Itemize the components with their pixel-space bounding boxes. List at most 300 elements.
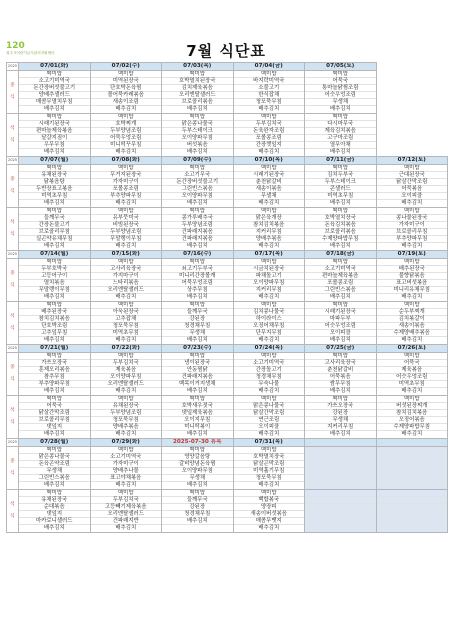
dinner-menu-cell: [19, 396, 91, 439]
dinner-menu-cell: [233, 490, 305, 533]
dish-item: 유채된장국: [19, 172, 90, 179]
dish-item: 무말랭이무침: [91, 236, 162, 243]
dinner-menu-cell: [19, 208, 91, 251]
dish-item: 백미밥: [305, 71, 376, 78]
dish-item: 순대볶음: [19, 504, 90, 511]
dish-item: 춘천닭갈비: [305, 367, 376, 374]
dish-item: 어묵국: [305, 78, 376, 85]
lunch-row: [7, 165, 448, 208]
dish-item: 백미밥: [305, 396, 376, 403]
dish-item: 백미밥: [19, 165, 90, 172]
lunch-label: 중 식: [7, 71, 19, 114]
dish-item: 배추김치: [115, 200, 137, 206]
dish-item: 호박열치장국: [305, 215, 376, 222]
dish-item: 두부스테이크: [305, 179, 376, 186]
dish-item: 매콤무멸치무침: [19, 99, 90, 106]
dish-item: 브로콜리무침: [19, 417, 90, 424]
dish-item: 브로콜리무침: [19, 229, 90, 236]
dish-item: 김치콩나물국: [234, 309, 305, 316]
dish-item: 백미밥: [91, 259, 162, 266]
day-date: 07/05(토): [305, 63, 377, 71]
dish-item: 백미밥: [91, 71, 162, 78]
dish-item: 배추김치: [258, 243, 280, 249]
dish-item: 배추김치: [43, 149, 65, 155]
lunch-menu-cell: [90, 259, 162, 302]
dish-item: 상추무침: [162, 287, 233, 294]
dinner-label: 석 식: [7, 302, 19, 345]
dish-item: 미역초무침: [91, 330, 162, 337]
dinner-label: 석 식: [7, 490, 19, 533]
dish-item: 어슷우엉조림: [305, 323, 376, 330]
dish-item: 포볼콩조림: [234, 135, 305, 142]
year-label: 2025: [7, 439, 19, 447]
lunch-menu-cell: [90, 71, 162, 114]
dinner-menu-cell: [376, 490, 448, 533]
dish-item: 콘샐러드: [305, 186, 376, 193]
dish-item: 볼어묵카레볶음: [91, 92, 162, 99]
dish-item: 백미밥: [19, 71, 90, 78]
dish-item: 배추김치: [186, 431, 208, 437]
week-date-row: [7, 157, 448, 165]
dish-item: 양배추나물: [91, 468, 162, 475]
dish-item: 배추김치: [186, 337, 208, 343]
dish-item: 순두부찌개: [377, 309, 448, 316]
dish-item: 아욱된장국: [91, 309, 162, 316]
dish-item: 안동찜닭: [162, 367, 233, 374]
dish-item: 백미밥: [19, 490, 90, 497]
dish-item: 건파래지반: [91, 518, 162, 525]
dish-item: 시래기된장국: [19, 121, 90, 128]
dish-item: 마파두부: [305, 316, 376, 323]
day-date: 07/08(화): [90, 157, 162, 165]
dish-item: 백미밥: [91, 208, 162, 215]
dinner-menu-cell: [19, 302, 91, 345]
lunch-menu-cell: [90, 165, 162, 208]
dish-item: 제육김치볶음: [305, 128, 376, 135]
dish-item: 청포묵무침: [234, 99, 305, 106]
dish-item: 닭볶음탕: [19, 179, 90, 186]
dish-item: 닭살간막조림: [377, 179, 448, 186]
dish-item: 고추잡채: [91, 316, 162, 323]
menu-table-body: [7, 63, 448, 533]
page-title: 7월 식단표: [186, 42, 266, 60]
dish-item: 백미밥: [234, 71, 305, 78]
dish-item: 백미밥: [19, 396, 90, 403]
lunch-menu-cell: [19, 71, 91, 114]
dish-item: 백합볶국: [234, 497, 305, 504]
dish-item: 배추김치: [401, 243, 423, 249]
dish-item: 들깨무국: [162, 497, 233, 504]
dish-item: 오이양파무침: [162, 135, 233, 142]
dish-item: 편마늘제육볶음: [305, 273, 376, 280]
dish-item: 강된장: [305, 410, 376, 417]
dish-item: 오리엔탈샐러드: [162, 92, 233, 99]
dish-item: 새송이조림: [91, 99, 162, 106]
dish-item: 수제양배추볶음: [377, 330, 448, 337]
lunch-menu-cell: [305, 259, 377, 302]
lunch-menu-cell: [19, 165, 91, 208]
lunch-menu-cell: [233, 165, 305, 208]
dish-item: 지커리무침: [234, 229, 305, 236]
dish-item: 무생채: [305, 99, 376, 106]
lunch-menu-cell: [305, 165, 377, 208]
dish-item: 연근조림: [234, 417, 305, 424]
dish-item: 배추김치: [115, 525, 137, 531]
dish-item: 어묵국: [19, 403, 90, 410]
dish-item: 미역초무침: [305, 193, 376, 200]
dish-item: 시래기된장국: [305, 309, 376, 316]
dish-item: 김치두부국: [305, 172, 376, 179]
dinner-row: [7, 114, 448, 157]
dish-item: 백미밥: [19, 259, 90, 266]
dish-item: 오징어볶음: [377, 417, 448, 424]
dinner-row: [7, 490, 448, 533]
dish-item: [377, 511, 448, 518]
dinner-menu-cell: [376, 396, 448, 439]
dish-item: 배추김치: [329, 200, 351, 206]
week-date-row: [7, 439, 448, 447]
dish-item: 백미밥: [234, 259, 305, 266]
dish-item: [305, 468, 376, 475]
dinner-menu-cell: [162, 490, 234, 533]
day-date: 07/12(토): [376, 157, 448, 165]
dish-item: 어묵볶음: [305, 374, 376, 381]
dish-item: 댓잎제육볶음: [162, 410, 233, 417]
dish-item: 맑은콩나물국: [162, 121, 233, 128]
dish-item: 백미밥: [234, 396, 305, 403]
lunch-menu-cell: [376, 447, 448, 490]
dish-item: 백미밥: [234, 165, 305, 172]
dish-item: 참치김치볶음: [377, 410, 448, 417]
dish-item: 간장깻잎지: [234, 142, 305, 149]
dish-item: 가자미구이: [91, 461, 162, 468]
day-date: 07/07(월): [19, 157, 91, 165]
lunch-menu-cell: [233, 447, 305, 490]
dish-item: 오이피클: [305, 330, 376, 337]
dish-item: 포볼콩조림: [91, 186, 162, 193]
dish-item: 훈제오리볶음: [19, 367, 90, 374]
dish-item: 백미밥: [234, 447, 305, 454]
dish-item: 고등빼기제육볶음: [91, 504, 162, 511]
year-label: 2025: [7, 251, 19, 259]
dish-item: 불향닭볶음: [377, 273, 448, 280]
dish-item: 배추김치: [401, 431, 423, 437]
dish-item: 배추김치: [115, 243, 137, 249]
dish-item: 호박새우젓국: [162, 403, 233, 410]
dish-item: 춘천닭갈비: [234, 179, 305, 186]
day-date: 07/19(토): [376, 251, 448, 259]
year-label: 2025: [7, 157, 19, 165]
dish-item: 김치볶갈이: [377, 316, 448, 323]
day-date: [305, 439, 377, 447]
dish-item: 단호박조림: [19, 323, 90, 330]
dish-item: 배추된장국: [19, 309, 90, 316]
dish-item: 오이피클: [234, 424, 305, 431]
dish-item: 배추김치: [186, 149, 208, 155]
dish-item: 백미밥: [234, 208, 305, 215]
lunch-menu-cell: [233, 259, 305, 302]
dish-item: 돈간장버섯불고기: [19, 85, 90, 92]
dish-item: 백미밥: [162, 114, 233, 121]
dish-item: [377, 461, 448, 468]
dish-item: 들깨무국: [162, 309, 233, 316]
dish-item: 배추김치: [43, 525, 65, 531]
lunch-menu-cell: [162, 447, 234, 490]
day-date: 07/25(금): [305, 345, 377, 353]
dinner-menu-cell: [90, 208, 162, 251]
dish-item: 유채된장국: [91, 403, 162, 410]
dinner-menu-cell: [376, 208, 448, 251]
dish-item: 멸치볶음: [19, 280, 90, 287]
dish-item: [305, 475, 376, 482]
dish-item: 어슷우엉조림: [305, 92, 376, 99]
dish-item: 비빔된장국: [91, 222, 162, 229]
day-date: 07/03(목): [162, 63, 234, 71]
dinner-menu-cell: [90, 396, 162, 439]
dish-item: 어묵우엉조림: [162, 280, 233, 287]
dinner-menu-cell: [162, 208, 234, 251]
day-date: 07/09(수): [162, 157, 234, 165]
day-date: [376, 439, 448, 447]
dish-item: 배추김치: [115, 149, 137, 155]
dish-item: 백미밥: [305, 302, 376, 309]
dish-item: 배추김치: [186, 294, 208, 300]
dish-item: 배추김치: [43, 337, 65, 343]
dish-item: 어슷우엉조림: [377, 374, 448, 381]
dinner-row: [7, 302, 448, 345]
dish-item: 유부뭇미국: [91, 215, 162, 222]
dish-item: 건파래지볶음: [162, 236, 233, 243]
dish-item: 백미밥: [162, 396, 233, 403]
dish-item: 백미밥: [234, 353, 305, 360]
dish-item: 백미밥: [305, 259, 376, 266]
dish-item: 그린빈스볶음: [162, 186, 233, 193]
dish-item: [305, 482, 376, 489]
lunch-menu-cell: [376, 353, 448, 396]
dinner-menu-cell: [305, 396, 377, 439]
dish-item: 양배추샐러드: [19, 92, 90, 99]
dinner-row: [7, 208, 448, 251]
dish-item: 양장피: [234, 504, 305, 511]
dish-item: 배추김치: [329, 431, 351, 437]
dish-item: 오이지무침: [162, 417, 233, 424]
dish-item: [377, 482, 448, 489]
dish-item: 돈육곤약조림: [19, 461, 90, 468]
dinner-menu-cell: [162, 302, 234, 345]
dish-item: 오이피클: [377, 193, 448, 200]
day-date: 07/17(목): [233, 251, 305, 259]
dish-item: [305, 504, 376, 511]
dish-item: 고추잎무침: [19, 330, 90, 337]
dish-item: 배추김치: [186, 200, 208, 206]
dish-item: 배추김치: [258, 337, 280, 343]
dinner-menu-cell: [376, 302, 448, 345]
dish-item: 콩가루배추국: [162, 215, 233, 222]
dinner-menu-cell: [305, 114, 377, 157]
dinner-menu-cell: [305, 490, 377, 533]
dish-item: [305, 461, 376, 468]
lunch-menu-cell: [162, 353, 234, 396]
dish-item: 배추김치: [43, 388, 65, 394]
dish-item: 배추김치: [115, 431, 137, 437]
dish-item: [305, 490, 376, 497]
dish-item: 하이라이스: [234, 316, 305, 323]
dish-item: 그린빈스볶음: [19, 475, 90, 482]
dish-item: 백미밥: [162, 447, 233, 454]
dish-item: 간장돈불고기: [19, 222, 90, 229]
dish-item: 백미밥: [234, 302, 305, 309]
dish-item: 청포묵무침: [234, 475, 305, 482]
dish-item: 콩나물된장국: [377, 215, 448, 222]
dish-item: 백미밥: [19, 114, 90, 121]
dish-item: 부추양파무침: [19, 381, 90, 388]
dish-item: 두부김치국: [91, 360, 162, 367]
dish-item: 달걀지짐이: [19, 135, 90, 142]
dish-item: 유채된장국: [19, 497, 90, 504]
dish-item: 호박멸치된장국: [162, 78, 233, 85]
day-date: 07/01(화): [19, 63, 91, 71]
dish-item: 미역초무침: [19, 193, 90, 200]
dish-item: 맑은콩나물국: [19, 454, 90, 461]
dish-item: 브로콜리볶음: [305, 229, 376, 236]
dish-item: 갈비양념돈육찜: [162, 461, 233, 468]
dish-item: [305, 454, 376, 461]
dish-item: 백미밥: [162, 71, 233, 78]
dish-item: 오이양파무침: [234, 280, 305, 287]
dish-item: 배추김치: [401, 294, 423, 300]
dish-item: 영양갈음탕: [162, 454, 233, 461]
dish-item: 호박찌개: [91, 121, 162, 128]
year-label: 2025: [7, 63, 19, 71]
dish-item: 배추김치: [43, 200, 65, 206]
dish-item: 백미밥: [162, 165, 233, 172]
dish-item: 백미밥: [162, 208, 233, 215]
dish-item: 백미밥: [305, 353, 376, 360]
dish-item: 무거지된장국: [91, 172, 162, 179]
dish-item: 포볼콩조림: [305, 280, 376, 287]
dish-item: 배추김치: [186, 106, 208, 112]
dish-item: 지커리무침: [305, 424, 376, 431]
dish-item: 고사리육장국: [91, 266, 162, 273]
dish-item: 청경채무침: [162, 323, 233, 330]
dish-item: 두부양념조림: [91, 128, 162, 135]
lunch-menu-cell: [90, 447, 162, 490]
lunch-menu-cell: [19, 353, 91, 396]
day-date: 07/14(월): [19, 251, 91, 259]
dish-item: 백미밥: [91, 447, 162, 454]
dish-item: 백미밥: [234, 114, 305, 121]
dish-item: 배추김치: [186, 243, 208, 249]
dish-item: 배추김치: [43, 482, 65, 488]
dinner-menu-cell: [162, 396, 234, 439]
dish-item: 무생채: [162, 475, 233, 482]
dish-item: [305, 497, 376, 504]
day-date: 07/26(토): [376, 345, 448, 353]
week-date-row: [7, 345, 448, 353]
dish-item: 배추김치: [43, 243, 65, 249]
day-date: 07/24(목): [233, 345, 305, 353]
dish-item: 배추김치: [329, 106, 351, 112]
dish-item: 냉이된장국: [162, 360, 233, 367]
dish-item: 돈육김치볶음: [305, 222, 376, 229]
dinner-menu-cell: [19, 114, 91, 157]
dinner-menu-cell: [90, 302, 162, 345]
lunch-row: [7, 353, 448, 396]
dish-item: 가자미구이: [377, 222, 448, 229]
dinner-menu-cell: [305, 208, 377, 251]
dish-item: 두부스테이크: [162, 128, 233, 135]
dish-item: 새송이버섯볶음: [234, 511, 305, 518]
dish-item: 들깨무국: [19, 215, 90, 222]
dish-item: 백미밥: [377, 259, 448, 266]
lunch-label: 중 식: [7, 165, 19, 208]
dish-item: 파채돌고기: [234, 273, 305, 280]
dish-item: 참치김치볶음: [234, 222, 305, 229]
dish-item: 백미밥: [234, 490, 305, 497]
dish-item: 무숙나물: [234, 381, 305, 388]
dish-item: 지커리무침: [234, 287, 305, 294]
dish-item: 통마늘닭찜조림: [305, 85, 376, 92]
logo-number: 120: [6, 41, 25, 51]
dish-item: [377, 447, 448, 454]
dish-item: 간장돌고기: [234, 367, 305, 374]
dish-item: 양배추볶음: [91, 424, 162, 431]
lunch-row: [7, 71, 448, 114]
dish-item: 배추김치: [115, 294, 137, 300]
dish-item: 김치제육볶음: [162, 85, 233, 92]
dish-item: 제육볶음: [377, 367, 448, 374]
dish-item: [377, 475, 448, 482]
dish-item: 다시마무국: [305, 121, 376, 128]
dish-item: 강된장: [162, 316, 233, 323]
dinner-menu-cell: [162, 114, 234, 157]
dish-item: 소고기미역국: [234, 360, 305, 367]
dish-item: 백미밥: [91, 114, 162, 121]
dinner-menu-cell: [90, 490, 162, 533]
dish-item: 돈육완자조림: [234, 128, 305, 135]
dinner-menu-cell: [233, 114, 305, 157]
dish-item: [377, 504, 448, 511]
dish-item: 백미밥: [377, 396, 448, 403]
dish-item: 가쓰오장국: [19, 360, 90, 367]
day-date: 07/28(월): [19, 439, 91, 447]
dish-item: 단무지무침: [234, 330, 305, 337]
dish-item: 부추양파무침: [91, 193, 162, 200]
dish-item: 무생채: [19, 468, 90, 475]
dish-item: 미니떡꾸무침: [91, 142, 162, 149]
day-date: 07/15(화): [90, 251, 162, 259]
dish-item: 백미밥: [91, 396, 162, 403]
dish-item: 바지락미역국: [234, 78, 305, 85]
dish-item: 무생채: [305, 417, 376, 424]
dish-item: 참추무침: [19, 374, 90, 381]
dish-item: 배추된장국: [377, 266, 448, 273]
dish-item: 고구마조림: [305, 135, 376, 142]
dish-item: 오징어채무침: [234, 323, 305, 330]
dish-item: 오리엔탈샐러드: [91, 511, 162, 518]
lunch-menu-cell: [376, 259, 448, 302]
lunch-menu-cell: [376, 165, 448, 208]
dinner-menu-cell: [233, 208, 305, 251]
dish-item: 백미밥: [19, 447, 90, 454]
dish-item: 배추김치: [43, 106, 65, 112]
dish-item: 백미밥: [377, 208, 448, 215]
dish-item: 두부양념조림: [91, 410, 162, 417]
dish-item: [305, 447, 376, 454]
dish-item: 배추김치: [258, 525, 280, 531]
dish-item: 배추김치: [115, 482, 137, 488]
dish-item: [377, 525, 448, 532]
